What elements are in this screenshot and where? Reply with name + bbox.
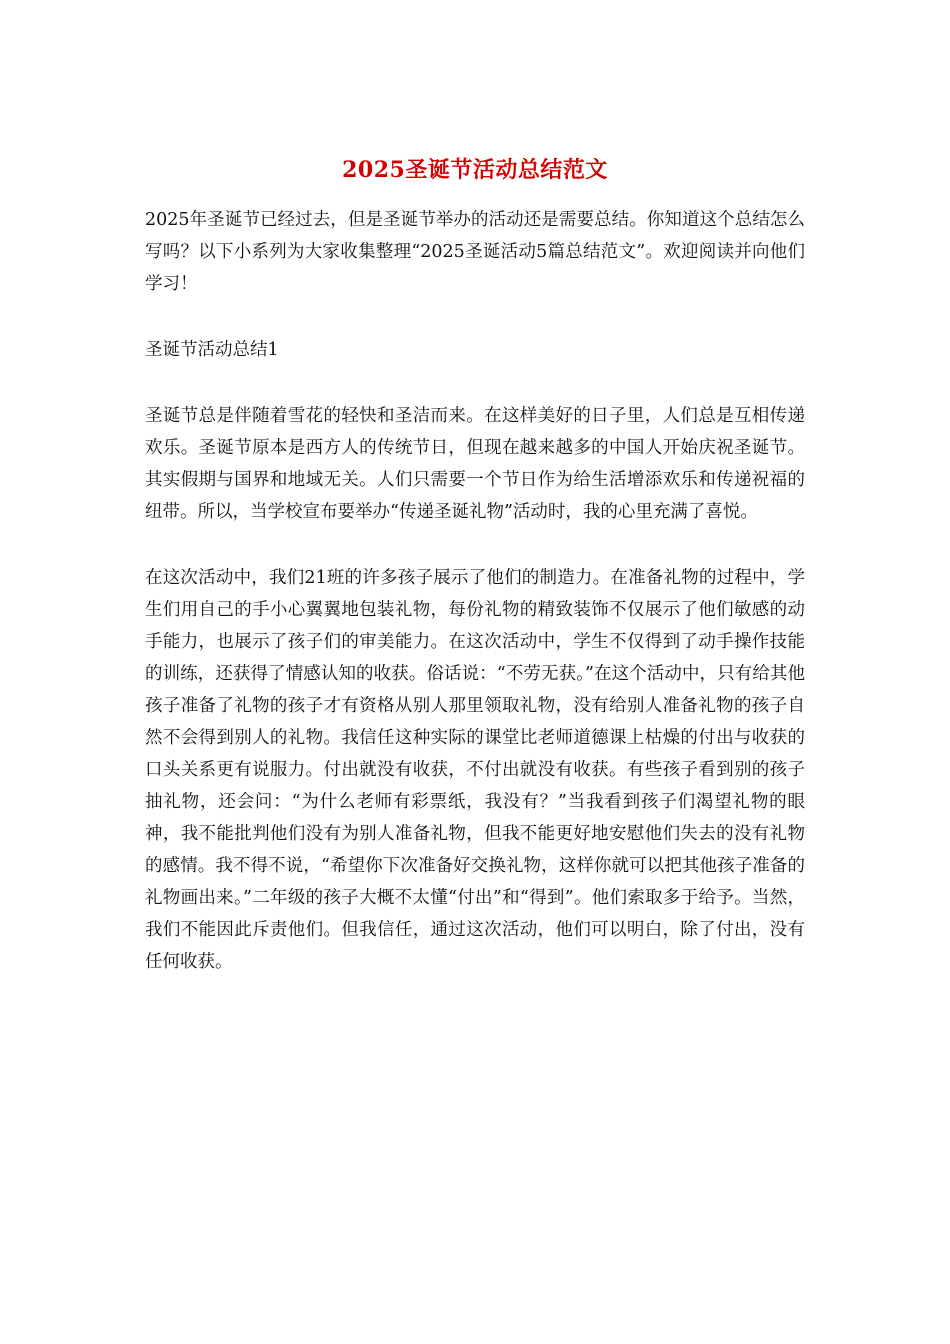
section-heading: 圣诞节活动总结1 — [145, 340, 279, 360]
body-paragraph-2: 在这次活动中，我们21班的许多孩子展示了他们的制造力。在准备礼物的过程中，学生们用自己的手小心翼翼地包装礼物，每份礼物的精致装饰不仅展示了他们敏感的动手能力，也展示了孩子们的审美能力。在这次活动中，学生不仅得到了动手操作技能的训练，还获得了情感认知的收获。俗话说：“不劳无获。”在这个活动中，只有给其他孩子准备了礼物的孩子才有资格从别人那里领取礼物，没有给别人准备礼物的孩子自然不会得到别人的礼物。我信任这种实际的课堂比老师道德课上枯燥的付出与收获的口头关系更有说服力。付出就没有收获，不付出就没有收获。有些孩子看到别的孩子抽礼物，还会问：“为什么老师有彩票纸，我没有？”当我看到孩子们渴望礼物的眼神，我不能批判他们没有为别人准备礼物，但我不能更好地安慰他们失去的没有礼物的感情。我不得不说，“希望你下次准备好交换礼物，这样你就可以把其他孩子准备的礼物画出来。”二年级的孩子大概不太懂“付出”和“得到”。他们索取多于给予。当然，我们不能因此斥责他们。但我信任，通过这次活动，他们可以明白，除了付出，没有任何收获。 — [145, 568, 805, 972]
document-page — [145, 150, 805, 978]
body-paragraph-1: 圣诞节总是伴随着雪花的轻快和圣洁而来。在这样美好的日子里，人们总是互相传递欢乐。圣诞节原本是西方人的传统节日，但现在越来越多的中国人开始庆祝圣诞节。其实假期与国界和地域无关。人们只需要一个节日作为给生活增添欢乐和传递祝福的纽带。所以，当学校宣布要举办“传递圣诞礼物”活动时，我的心里充满了喜悦。 — [145, 406, 805, 522]
intro-paragraph: 2025年圣诞节已经过去，但是圣诞节举办的活动还是需要总结。你知道这个总结怎么写吗？以下小系列为大家收集整理“2025圣诞活动5篇总结范文”。欢迎阅读并向他们学习！ — [145, 210, 805, 294]
document-title: 2025圣诞节活动总结范文 — [342, 157, 608, 183]
